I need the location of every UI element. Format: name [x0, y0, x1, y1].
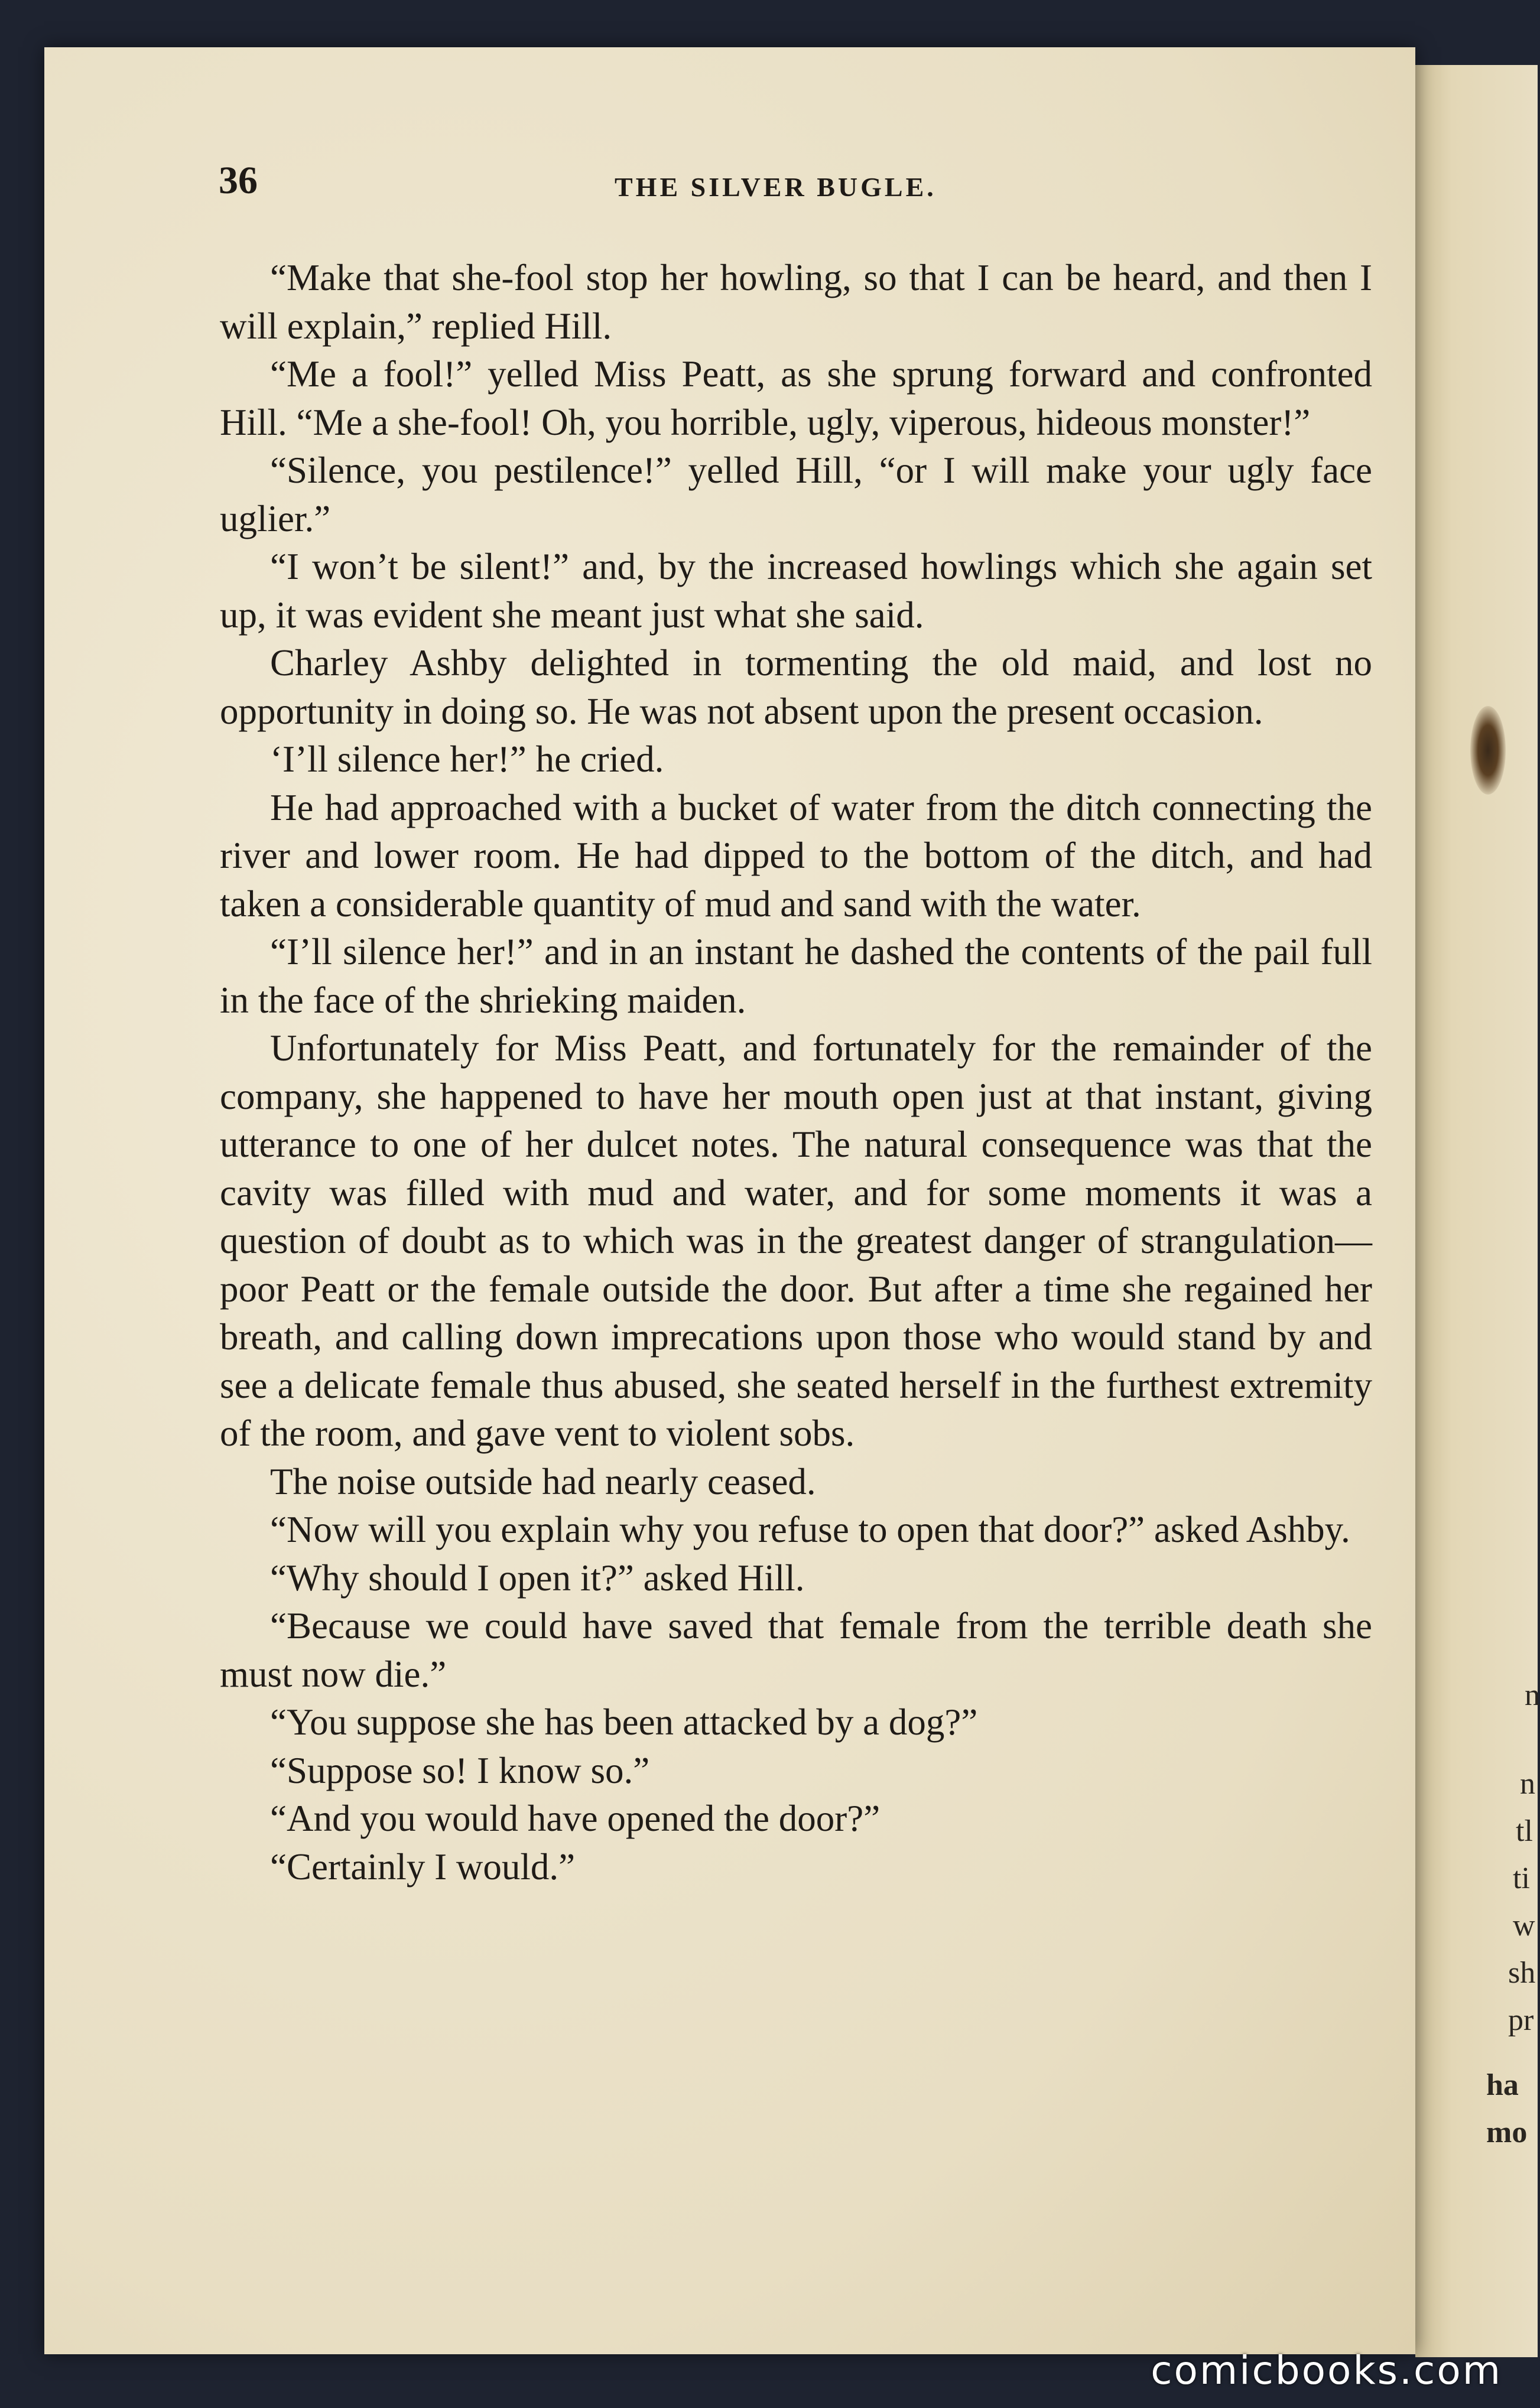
page-number: 36: [219, 159, 258, 202]
paragraph: “Make that she-fool stop her howling, so that I can be heard, and then I will explain,” replied Hill.: [220, 257, 1372, 347]
paragraph: The noise outside had nearly ceased.: [270, 1460, 816, 1502]
paragraph: “You suppose she has been attacked by a dog?”: [270, 1701, 978, 1743]
paragraph: Charley Ashby delighted in tormenting the old maid, and lost no opportunity in doing so. He was not absent upon the present occasion.: [220, 642, 1372, 732]
edge-fragment: tl: [1516, 1814, 1533, 1848]
edge-fragment: sh: [1508, 1956, 1536, 1990]
paragraph: “Me a fool!” yelled Miss Peatt, as she sprung forward and confronted Hill. “Me a she-fool! Oh, you horrible, ugly, viperous, hideous monster!”: [220, 353, 1372, 443]
paragraph: “I won’t be silent!” and, by the increased howlings which she again set up, it was evident she meant just what she said.: [220, 546, 1372, 636]
watermark: comicbooks.com: [1151, 2348, 1502, 2393]
paragraph: “And you would have opened the door?”: [270, 1798, 881, 1839]
edge-fragment: n: [1525, 1678, 1540, 1712]
body-text: [220, 254, 1372, 1891]
paragraph: “Silence, you pestilence!” yelled Hill, “or I will make your ugly face uglier.”: [220, 450, 1372, 539]
paragraph: “Why should I open it?” asked Hill.: [270, 1557, 805, 1599]
edge-fragment: w: [1513, 1909, 1535, 1942]
paragraph: “Suppose so! I know so.”: [270, 1749, 650, 1791]
paper-stain: [1470, 706, 1506, 795]
paragraph: “Certainly I would.”: [270, 1846, 576, 1888]
edge-fragment: pr: [1508, 2003, 1534, 2037]
paragraph: “Now will you explain why you refuse to open that door?” asked Ashby.: [270, 1509, 1350, 1550]
edge-fragment: n: [1520, 1767, 1535, 1801]
edge-fragment: ti: [1513, 1862, 1530, 1895]
edge-fragment: ha: [1486, 2068, 1519, 2102]
running-title: THE SILVER BUGLE.: [615, 172, 937, 202]
edge-fragment: mo: [1486, 2116, 1528, 2149]
paragraph: ‘I’ll silence her!” he cried.: [270, 738, 664, 780]
paragraph: He had approached with a bucket of water from the ditch connecting the river and lower room. He had dipped to the bottom of the ditch, and had taken a considerable quantity of mud and sand with the water.: [220, 786, 1372, 925]
paragraph: “Because we could have saved that female from the terrible death she must now die.”: [220, 1605, 1372, 1695]
paragraph: Unfortunately for Miss Peatt, and fortunately for the remainder of the company, she happened to have her mouth open just at that instant, giving utterance to one of her dulcet notes. The natural consequence was that the cavity was filled with mud and water, and for some moments it was a question of doubt as to which was in the greatest danger of strangulation—poor Peatt or the female outside the door. But after a time she regained her breath, and calling down imprecations upon those who would stand by and see a delicate female thus abused, she seated herself in the furthest extremity of the room, and gave vent to violent sobs.: [220, 1027, 1372, 1454]
paragraph: “I’ll silence her!” and in an instant he dashed the contents of the pail full in the face of the shrieking maiden.: [220, 931, 1372, 1021]
